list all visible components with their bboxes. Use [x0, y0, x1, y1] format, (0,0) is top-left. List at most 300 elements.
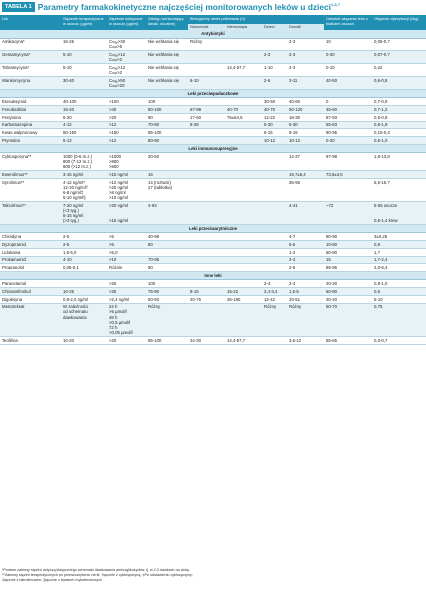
- table-cell: [262, 38, 287, 51]
- cell-line: (<3 tyg.): [63, 207, 79, 213]
- cell-line: Prokainamid: [2, 257, 26, 263]
- table-cell: [262, 137, 287, 145]
- cell-line: 0,6-0,8: [374, 78, 388, 84]
- table-cell: [372, 337, 426, 345]
- table-cell: [372, 137, 426, 145]
- table-cell: [188, 295, 225, 303]
- cell-line: 2,0-6,4: [374, 265, 388, 271]
- table-cell: [225, 337, 262, 345]
- cell-line: >12: [109, 137, 117, 143]
- table-cell: [146, 106, 188, 114]
- table-row: [0, 241, 426, 249]
- cell-line: 1-10: [264, 65, 273, 71]
- cell-line: ~72: [326, 202, 334, 208]
- cell-line: Karbamazepina: [2, 122, 33, 128]
- table-title-bar: [0, 0, 426, 14]
- section-title: Leki immunosupresyjne: [0, 144, 426, 152]
- cell-line: 2-5: [63, 241, 70, 247]
- table-cell: [107, 77, 146, 90]
- cell-line: 5-20: [63, 114, 72, 120]
- table-cell: [324, 202, 372, 225]
- table-cell: [61, 241, 107, 249]
- cell-line: 12-20 ng/ml†: [63, 184, 89, 190]
- cell-line: 3,6-12: [289, 337, 302, 343]
- table-cell: [188, 178, 225, 201]
- cell-line: >20 ng/ml: [109, 202, 128, 208]
- table-cell: [372, 303, 426, 337]
- cell-line: 50-93: [148, 296, 159, 302]
- table-cell: [225, 38, 262, 51]
- table-cell: [372, 280, 426, 288]
- cell-line: 4-93: [148, 202, 157, 208]
- table-cell: [225, 106, 262, 114]
- cell-line: Nie wchłania się: [148, 39, 180, 45]
- cell-line: 5-10: [374, 296, 383, 302]
- cell-line: 10-12: [289, 137, 300, 143]
- cell-line: 60-80: [326, 249, 337, 255]
- table-cell: [225, 248, 262, 256]
- cell-line: Fenytoina: [2, 114, 21, 120]
- section-title: Leki przeciwpadaczkowe: [0, 90, 426, 98]
- table-row: [0, 171, 426, 179]
- table-cell: [287, 241, 324, 249]
- table-cell: [262, 288, 287, 296]
- table-cell: [324, 51, 372, 64]
- cell-line: 80-100: [148, 106, 162, 112]
- cell-line: Nie wchłania się: [148, 78, 180, 84]
- cell-line: 5-15 ng/ml: [63, 213, 84, 219]
- table-cell: [324, 113, 372, 121]
- cell-line: 12-42: [264, 296, 275, 302]
- cell-line: 1-2: [289, 249, 296, 255]
- table-row: [0, 51, 426, 64]
- table-cell: [225, 202, 262, 225]
- footnote-1: *Podane zakresy stężeń dotyczą klasycznego schematu dawkowania aminoglikozydów, tj. w 2-3 dawkach na dobę.: [2, 568, 190, 572]
- cell-line: Wankomycyna: [2, 78, 31, 84]
- table-cell: [146, 113, 188, 121]
- cell-line: 0,7-1,2: [374, 106, 388, 112]
- cell-line: 8-15: [289, 130, 298, 136]
- cell-line: Różny: [289, 304, 302, 310]
- table-cell: [107, 38, 146, 51]
- section-header-row: [0, 30, 426, 38]
- table-cell: [0, 248, 61, 256]
- cell-line: 48 h: [109, 314, 118, 320]
- cell-line: 2-5: [63, 234, 70, 240]
- cell-line: >150: [109, 130, 119, 136]
- cell-line: 0,8-1,0: [374, 281, 388, 287]
- table-cell: [0, 264, 61, 272]
- table-cell: [0, 38, 61, 51]
- cell-line: Lidokaina: [2, 249, 21, 255]
- table-cell: [61, 248, 107, 256]
- cell-line: 1000 (0-6 m.z.): [63, 153, 93, 159]
- table-cell: [188, 288, 225, 296]
- cell-line: 19,7±5,4: [289, 171, 306, 177]
- cell-line: 10-25: [63, 288, 74, 294]
- cell-line: Etosuksymid: [2, 99, 27, 105]
- cell-line: 100: [148, 281, 156, 287]
- cell-line: >100: [109, 99, 119, 105]
- table-cell: [107, 264, 146, 272]
- section-header-row: [0, 90, 426, 98]
- cell-line: 600 (>12 m.z.): [63, 164, 91, 170]
- table-cell: [262, 256, 287, 264]
- table-cell: [61, 106, 107, 114]
- cell-line: 16: [148, 171, 153, 177]
- table-cell: [324, 38, 372, 51]
- cell-line: 2-3: [289, 52, 296, 58]
- table-cell: [225, 178, 262, 201]
- table-cell: [0, 51, 61, 64]
- table-cell: [0, 77, 61, 90]
- table-row: [0, 178, 426, 201]
- table-cell: [107, 121, 146, 129]
- subheader-newborns: Noworodki: [188, 24, 225, 31]
- cell-line: 14,4-57,7: [227, 337, 246, 343]
- cell-line: 0-30: [326, 52, 335, 58]
- cell-line: 5-10 ng/ml§: [63, 195, 86, 201]
- table-cell: [61, 256, 107, 264]
- cell-line: 65-83: [326, 122, 337, 128]
- cell-line: 5-10: [63, 52, 72, 58]
- table-cell: [324, 288, 372, 296]
- cell-line: 15-25: [63, 39, 74, 45]
- table-cell: [188, 171, 225, 179]
- table-cell: [0, 137, 61, 145]
- cell-line: Paracetamol: [2, 281, 27, 287]
- cell-line: >5: [109, 241, 114, 247]
- cell-line: 40-98: [148, 234, 159, 240]
- cell-line: Teofilina: [2, 337, 18, 343]
- header-row: [0, 15, 426, 24]
- table-cell: [146, 241, 188, 249]
- cell-line: >5: [109, 234, 114, 240]
- table-cell: [0, 288, 61, 296]
- cell-line: 90-95: [326, 130, 337, 136]
- cell-line: 0,75: [374, 304, 383, 310]
- table-cell: [0, 256, 61, 264]
- cell-line: 0,07-0,7: [374, 52, 390, 58]
- table-cell: [262, 241, 287, 249]
- pharmacokinetics-table: [0, 15, 426, 345]
- table-cell: [61, 129, 107, 137]
- table-cell: [262, 248, 287, 256]
- cell-line: 87-93: [326, 114, 337, 120]
- cell-line: 72 h: [109, 324, 118, 330]
- table-row: [0, 137, 426, 145]
- table-cell: [61, 51, 107, 64]
- table-cell: [372, 152, 426, 170]
- table-cell: [61, 121, 107, 129]
- table-cell: [324, 98, 372, 106]
- table-cell: [287, 337, 324, 345]
- table-cell: [324, 248, 372, 256]
- table-cell: [146, 121, 188, 129]
- table-cell: [262, 129, 287, 137]
- table-cell: [287, 106, 324, 114]
- table-cell: [188, 77, 225, 90]
- cell-line: 20-76: [190, 296, 201, 302]
- cell-line: >800: [109, 158, 119, 164]
- cell-line: 20-30: [326, 281, 337, 287]
- table-cell: [372, 178, 426, 201]
- table-cell: [61, 288, 107, 296]
- cell-line: Gentamycyna*: [2, 52, 31, 58]
- table-cell: [324, 129, 372, 137]
- table-cell: [225, 171, 262, 179]
- cell-line: >25: [109, 281, 117, 287]
- table-cell: [372, 77, 426, 90]
- cell-line: Takrolimus**: [2, 202, 26, 208]
- table-cell: [262, 233, 287, 241]
- table-cell: [107, 106, 146, 114]
- table-cell: [188, 51, 225, 64]
- table-cell: [188, 137, 225, 145]
- table-cell: [324, 233, 372, 241]
- table-cell: [107, 178, 146, 201]
- cell-line: 67-99: [190, 106, 201, 112]
- cell-line: 2-4: [289, 257, 296, 263]
- cell-line: 55-65: [326, 337, 337, 343]
- table-cell: [146, 77, 188, 90]
- cell-line: 0,7-0,9: [374, 99, 388, 105]
- cell-line: 3±0,25: [374, 234, 388, 240]
- cell-line: 5-30: [289, 122, 298, 128]
- cell-line: >8 ng/ml: [109, 189, 126, 195]
- cell-line: 0,3-0,7: [374, 337, 388, 343]
- cell-line: 0,22: [374, 65, 383, 71]
- table-cell: [262, 121, 287, 129]
- cell-line: >0,5 µmol/l: [109, 319, 131, 325]
- table-cell: [107, 288, 146, 296]
- cell-line: Cₘₐₓ>30: [109, 39, 126, 45]
- table-cell: [262, 178, 287, 201]
- cell-line: 2-4: [289, 281, 296, 287]
- table-cell: [107, 202, 146, 225]
- table-cell: [107, 233, 146, 241]
- table-cell: [324, 264, 372, 272]
- cell-line: 0,5-1,4 krew: [374, 218, 398, 224]
- table-cell: [225, 129, 262, 137]
- cell-line: 2-3: [289, 39, 296, 45]
- cell-line: 2-3: [289, 65, 296, 71]
- cell-line: 3-15 ng/ml: [63, 171, 84, 177]
- table-cell: [146, 38, 188, 51]
- table-cell: [107, 256, 146, 264]
- table-cell: [0, 121, 61, 129]
- table-body: [0, 30, 426, 344]
- table-cell: [61, 77, 107, 90]
- cell-line: W zależności: [63, 304, 89, 310]
- table-cell: [262, 113, 287, 121]
- table-cell: [287, 233, 324, 241]
- table-cell: [107, 295, 146, 303]
- cell-line: 4-10: [63, 257, 72, 263]
- cell-line: 60-80: [326, 288, 337, 294]
- table-cell: [324, 295, 372, 303]
- table-cell: [188, 256, 225, 264]
- table-cell: [107, 137, 146, 145]
- table-cell: [61, 38, 107, 51]
- table-cell: [324, 121, 372, 129]
- table-cell: [225, 98, 262, 106]
- cell-line: 0,8-1,9: [374, 122, 388, 128]
- table-row: [0, 337, 426, 345]
- cell-line: 100: [148, 99, 156, 105]
- table-cell: [188, 248, 225, 256]
- cell-line: 6-10: [190, 78, 199, 84]
- cell-line: 8-28: [190, 122, 199, 128]
- table-cell: [146, 256, 188, 264]
- cell-line: 45-60: [326, 106, 337, 112]
- cell-line: >20: [109, 114, 117, 120]
- table-cell: [0, 113, 61, 121]
- table-row: [0, 77, 426, 90]
- cell-line: 90: [148, 265, 153, 271]
- table-cell: [372, 288, 426, 296]
- header-therapeutic: Stężenie terapeutyczne w osoczu (µg/ml): [61, 15, 107, 30]
- cell-line: 24-30: [190, 337, 201, 343]
- table-row: [0, 64, 426, 77]
- table-cell: [324, 106, 372, 114]
- table-cell: [107, 337, 146, 345]
- footnote-2: **Zakresy stężeń terapeutycznych po przeszczepieniu nerki: †łącznie z cyklosporyną; ‡Po odstawieniu cyklosporyny;: [2, 572, 193, 577]
- table-cell: [372, 106, 426, 114]
- table-cell: [61, 137, 107, 145]
- table-cell: [262, 295, 287, 303]
- table-cell: [262, 51, 287, 64]
- cell-line: 0,05-0,1: [63, 265, 79, 271]
- cell-line: 75-90: [148, 288, 159, 294]
- cell-line: 40-50: [326, 78, 337, 84]
- cell-line: Tobramycyna*: [2, 65, 30, 71]
- header-distribution-volume: Objętość dystrybucji (l/kg): [372, 15, 426, 30]
- section-title: Inne leki: [0, 272, 426, 280]
- table-cell: [107, 280, 146, 288]
- table-row: [0, 303, 426, 337]
- cell-line: 18-30: [289, 114, 300, 120]
- table-cell: [287, 98, 324, 106]
- table-cell: [188, 106, 225, 114]
- table-cell: [146, 171, 188, 179]
- cell-line: 8-15: [190, 288, 199, 294]
- cell-line: 33-51: [289, 296, 300, 302]
- cell-line: 40-100: [63, 99, 77, 105]
- cell-line: Propranolol: [2, 265, 24, 271]
- table-cell: [107, 51, 146, 64]
- cell-line: 0,05-0,7: [374, 39, 390, 45]
- cell-line: 0,8-2,0 ng/ml: [63, 296, 89, 302]
- cell-line: 50-120: [289, 106, 303, 112]
- table-cell: [0, 280, 61, 288]
- cell-line: 0: [326, 99, 329, 105]
- cell-line: 20-40: [326, 296, 337, 302]
- section-title: Antybiotyki: [0, 30, 426, 38]
- table-cell: [0, 98, 61, 106]
- table-cell: [0, 241, 61, 249]
- table-cell: [372, 256, 426, 264]
- cell-line: 7-20 ng/ml: [63, 202, 84, 208]
- cell-line: 10-12: [264, 137, 275, 143]
- cell-line: 0-20: [326, 137, 335, 143]
- table-cell: [188, 152, 225, 170]
- section-header-row: [0, 225, 426, 233]
- table-cell: [287, 137, 324, 145]
- cell-line: >20 ng/ml: [109, 184, 128, 190]
- table-cell: [188, 113, 225, 121]
- cell-line: Różny: [264, 304, 277, 310]
- table-cell: [107, 248, 146, 256]
- cell-line: 4-41: [289, 202, 298, 208]
- table-row: [0, 152, 426, 170]
- table-cell: [188, 264, 225, 272]
- table-cell: [287, 129, 324, 137]
- table-label: TABELA 1: [2, 2, 35, 12]
- cell-line: Amikacyna*: [2, 39, 25, 45]
- cell-line: dawkowania: [63, 314, 87, 320]
- subheader-children: Dzieci: [262, 24, 287, 31]
- cell-line: 800 (7-12 m.z.): [63, 158, 93, 164]
- table-cell: [262, 77, 287, 90]
- table-cell: [225, 303, 262, 337]
- cell-line: Cyklosporyna**: [2, 153, 32, 159]
- table-cell: [324, 280, 372, 288]
- table-cell: [0, 171, 61, 179]
- table-cell: [0, 202, 61, 225]
- table-row: [0, 98, 426, 106]
- table-cell: [188, 337, 225, 345]
- cell-line: Dyzopiramid: [2, 241, 26, 247]
- table-row: [0, 106, 426, 114]
- table-cell: [146, 98, 188, 106]
- table-cell: [0, 295, 61, 303]
- table-cell: [287, 64, 324, 77]
- table-row: [0, 121, 426, 129]
- table-cell: [324, 171, 372, 179]
- table-cell: [146, 248, 188, 256]
- table-row: [0, 288, 426, 296]
- cell-line: 10-80: [326, 241, 337, 247]
- cell-line: 5-12: [63, 137, 72, 143]
- table-cell: [287, 256, 324, 264]
- cell-line: (>3 tyg.): [63, 218, 79, 224]
- table-cell: [225, 137, 262, 145]
- cell-line: Kwas walproinowy: [2, 130, 38, 136]
- table-cell: [61, 113, 107, 121]
- table-cell: [372, 171, 426, 179]
- cell-line: 24 h: [109, 304, 118, 310]
- table-cell: [287, 202, 324, 225]
- table-cell: [324, 256, 372, 264]
- cell-line: Cₘᵢₙ>20: [109, 83, 125, 89]
- table-cell: [372, 248, 426, 256]
- table-cell: [287, 248, 324, 256]
- cell-line: >2,4 ng/ml: [109, 296, 130, 302]
- table-cell: [146, 295, 188, 303]
- table-row: [0, 38, 426, 51]
- table-cell: [324, 337, 372, 345]
- cell-line: 15-22: [227, 288, 238, 294]
- cell-line: Cₘᵢₙ>5: [109, 44, 123, 50]
- header-absorption: Odstęp wchłaniający dawki, doustnej: [146, 15, 188, 30]
- cell-line: od schematu: [63, 309, 88, 315]
- table-cell: [146, 178, 188, 201]
- table-cell: [324, 137, 372, 145]
- cell-line: 5-65 osocze: [374, 202, 398, 208]
- cell-line: 80-90: [326, 234, 337, 240]
- table-cell: [372, 51, 426, 64]
